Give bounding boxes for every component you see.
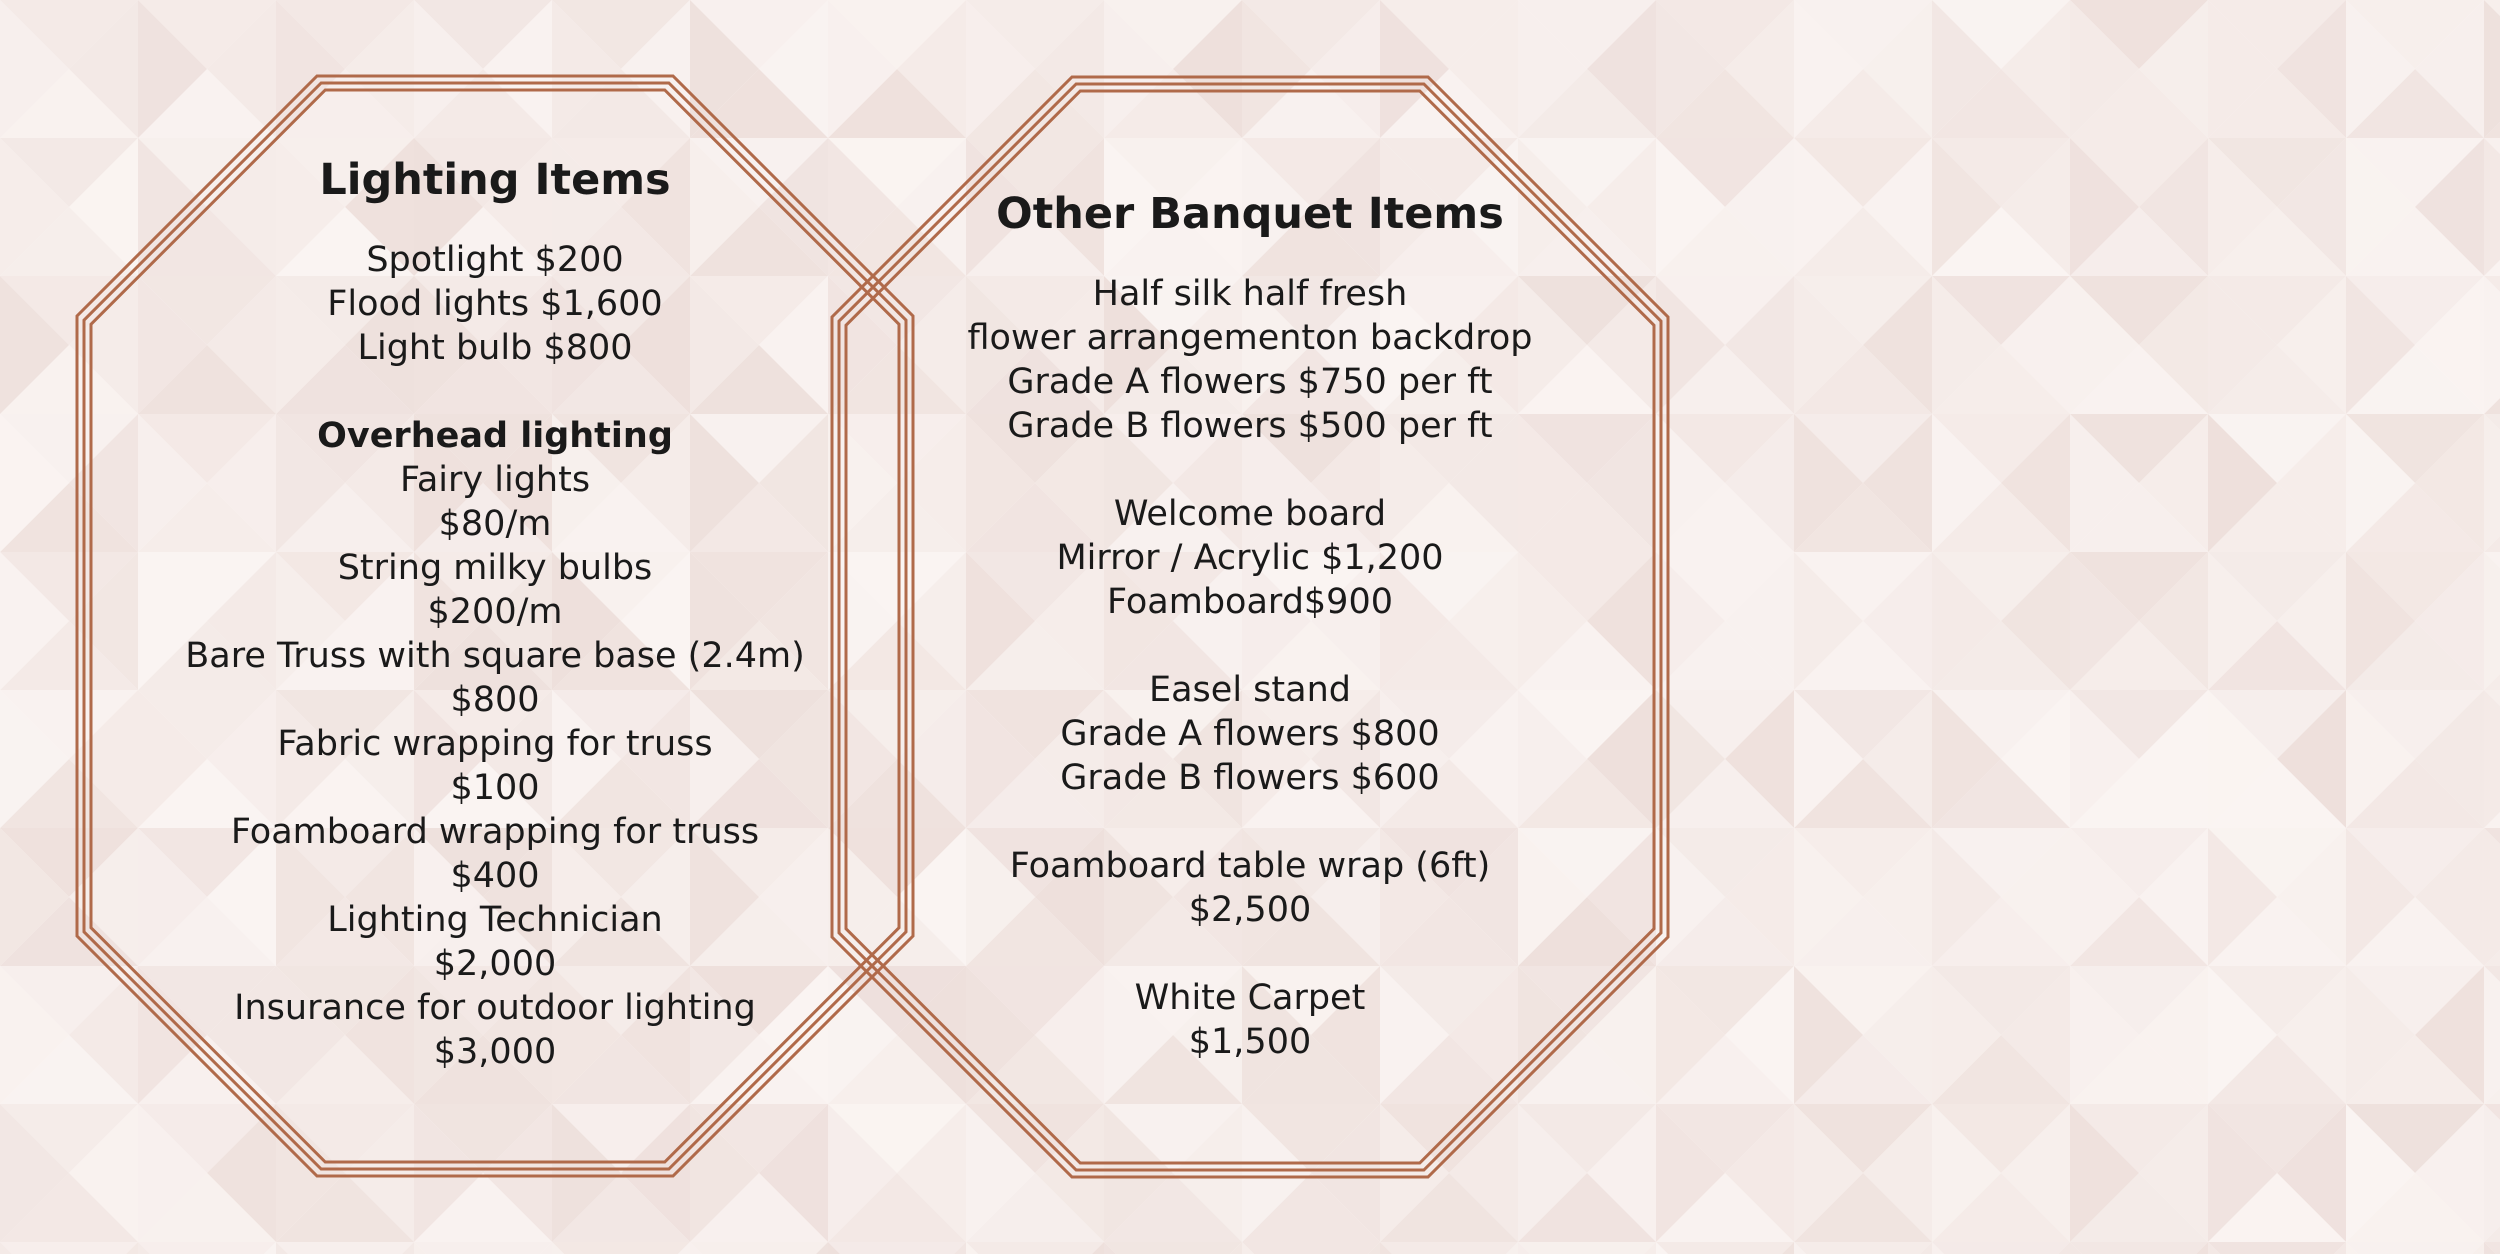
list-item: $800 [450, 680, 540, 720]
lighting-basic-list [140, 238, 850, 370]
list-item: Grade B flowers $500 per ft [1007, 406, 1493, 446]
list-item: Bare Truss with square base (2.4m) [185, 636, 805, 676]
list-item: Light bulb $800 [357, 328, 633, 368]
lighting-items-panel [140, 154, 850, 1074]
list-item: $3,000 [433, 1032, 557, 1072]
list-item: $200/m [427, 592, 563, 632]
list-item: $2,500 [1188, 890, 1312, 930]
list-item: Spotlight $200 [366, 240, 624, 280]
list-item: Foamboard table wrap (6ft) [1009, 846, 1491, 886]
list-item: $1,500 [1188, 1022, 1312, 1062]
list-item: Flood lights $1,600 [327, 284, 663, 324]
list-item: $2,000 [433, 944, 557, 984]
table-wrap-list [900, 844, 1600, 932]
white-carpet-list [900, 976, 1600, 1064]
list-item: flower arrangementon backdrop [967, 318, 1533, 358]
list-item: Half silk half fresh [1092, 274, 1408, 314]
list-item: Fairy lights [399, 460, 591, 500]
list-item: Fabric wrapping for truss [277, 724, 713, 764]
list-item: Grade A flowers $800 [1060, 714, 1440, 754]
list-item: $80/m [438, 504, 552, 544]
list-item: Mirror / Acrylic $1,200 [1056, 538, 1444, 578]
easel-stand-list [900, 668, 1600, 800]
banquet-items-title: Other Banquet Items [996, 189, 1504, 239]
overhead-lighting-list [140, 414, 850, 1074]
list-item: Foamboard wrapping for truss [230, 812, 760, 852]
list-item: Foamboard$900 [1107, 582, 1393, 622]
lighting-items-title: Lighting Items [319, 155, 671, 205]
list-item: White Carpet [1134, 978, 1366, 1018]
list-item: Grade B flowers $600 [1060, 758, 1440, 798]
backdrop-flowers-list [900, 272, 1600, 448]
banquet-items-panel [900, 188, 1600, 1064]
overhead-lighting-heading: Overhead lighting [317, 416, 673, 456]
list-item: Welcome board [1113, 494, 1387, 534]
list-item: $100 [450, 768, 540, 808]
list-item: $400 [450, 856, 540, 896]
list-item: Grade A flowers $750 per ft [1007, 362, 1493, 402]
list-item: String milky bulbs [337, 548, 653, 588]
welcome-board-list [900, 492, 1600, 624]
list-item: Lighting Technician [327, 900, 663, 940]
list-item: Easel stand [1149, 670, 1351, 710]
list-item: Insurance for outdoor lighting [234, 988, 756, 1028]
